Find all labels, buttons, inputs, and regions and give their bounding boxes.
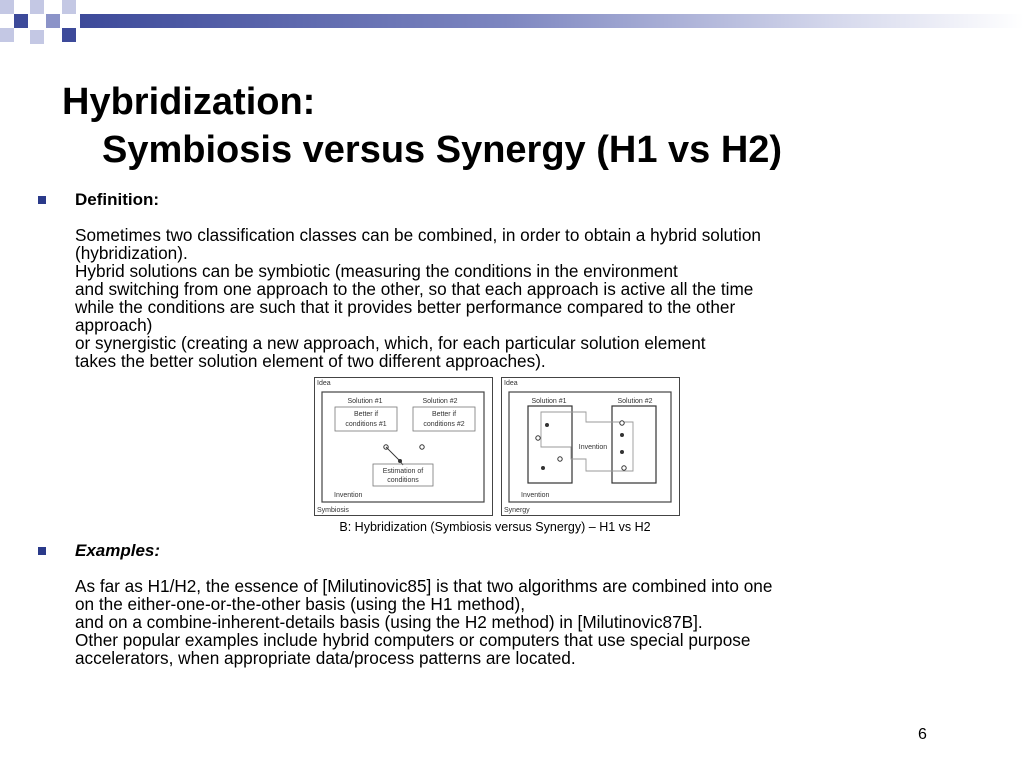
hybridization-diagram xyxy=(314,377,680,517)
decor-square xyxy=(30,30,44,44)
symbiosis-box2-line1: Better if xyxy=(431,411,457,418)
slide-title xyxy=(62,78,782,174)
decor-square xyxy=(62,0,76,14)
synergy-invention-center: Invention xyxy=(578,444,608,451)
definition-line: takes the better solution element of two different approaches). xyxy=(75,351,546,371)
examples-line: on the either-one-or-the-other basis (using the H1 method), xyxy=(75,594,525,614)
definition-line: and switching from one approach to the other, so that each approach is active all the time xyxy=(75,279,754,299)
examples-line: accelerators, when appropriate data/process patterns are located. xyxy=(75,648,576,668)
synergy-solution1-label: Solution #1 xyxy=(531,398,567,405)
symbiosis-solution1-label: Solution #1 xyxy=(347,398,383,405)
decor-square xyxy=(14,14,28,28)
decor-square xyxy=(62,28,76,42)
figure-caption: B: Hybridization (Symbiosis versus Synergy) – H1 vs H2 xyxy=(339,520,651,534)
synergy-label: Synergy xyxy=(504,507,530,514)
examples-line: and on a combine-inherent-details basis (using the H2 method) in [Milutinovic87B]. xyxy=(75,612,703,632)
symbiosis-panel xyxy=(315,378,493,516)
symbiosis-box2-line2: conditions #2 xyxy=(423,421,465,428)
symbiosis-box1-line2: conditions #1 xyxy=(345,421,387,428)
symbiosis-box1-line1: Better if xyxy=(353,411,379,418)
definition-line: approach) xyxy=(75,315,153,335)
slide-title-line1: Hybridization: xyxy=(62,81,316,123)
symbiosis-solution2-label: Solution #2 xyxy=(422,398,458,405)
synergy-invention-label: Invention xyxy=(521,492,550,499)
symbiosis-label: Symbiosis xyxy=(317,507,349,514)
examples-paragraph xyxy=(75,577,955,667)
hybridization-figure xyxy=(314,377,680,517)
slide-title-line2: Symbiosis versus Synergy (H1 vs H2) xyxy=(102,129,783,171)
synergy-solution2-label: Solution #2 xyxy=(617,398,653,405)
decor-square xyxy=(46,14,60,28)
header-gradient-band xyxy=(80,14,1024,28)
definition-heading: Definition: xyxy=(75,190,160,209)
definition-line: Hybrid solutions can be symbiotic (measuring the conditions in the environment xyxy=(75,261,678,281)
synergy-panel xyxy=(502,378,680,516)
bullet-definition xyxy=(38,196,46,204)
definition-line: or synergistic (creating a new approach, which, for each particular solution element xyxy=(75,333,706,353)
synergy-idea-label: Idea xyxy=(504,380,518,387)
decor-square xyxy=(30,0,44,14)
definition-line: (hybridization). xyxy=(75,243,188,263)
estimation-line1: Estimation of xyxy=(382,468,424,475)
definition-paragraph xyxy=(75,226,955,370)
bullet-examples xyxy=(38,547,46,555)
header-decoration xyxy=(0,0,1024,42)
definition-line: Sometimes two classification classes can be combined, in order to obtain a hybrid solution xyxy=(75,225,761,245)
page-number: 6 xyxy=(918,726,927,743)
examples-heading: Examples: xyxy=(75,541,161,560)
decor-square xyxy=(0,0,14,14)
decor-square xyxy=(0,28,14,42)
examples-line: As far as H1/H2, the essence of [Milutinovic85] is that two algorithms are combined into one xyxy=(75,576,773,596)
examples-line: Other popular examples include hybrid computers or computers that use special purpose xyxy=(75,630,751,650)
estimation-line2: conditions xyxy=(387,477,419,484)
symbiosis-invention-label: Invention xyxy=(334,492,363,499)
symbiosis-idea-label: Idea xyxy=(317,380,331,387)
definition-line: while the conditions are such that it provides better performance compared to the other xyxy=(75,297,736,317)
